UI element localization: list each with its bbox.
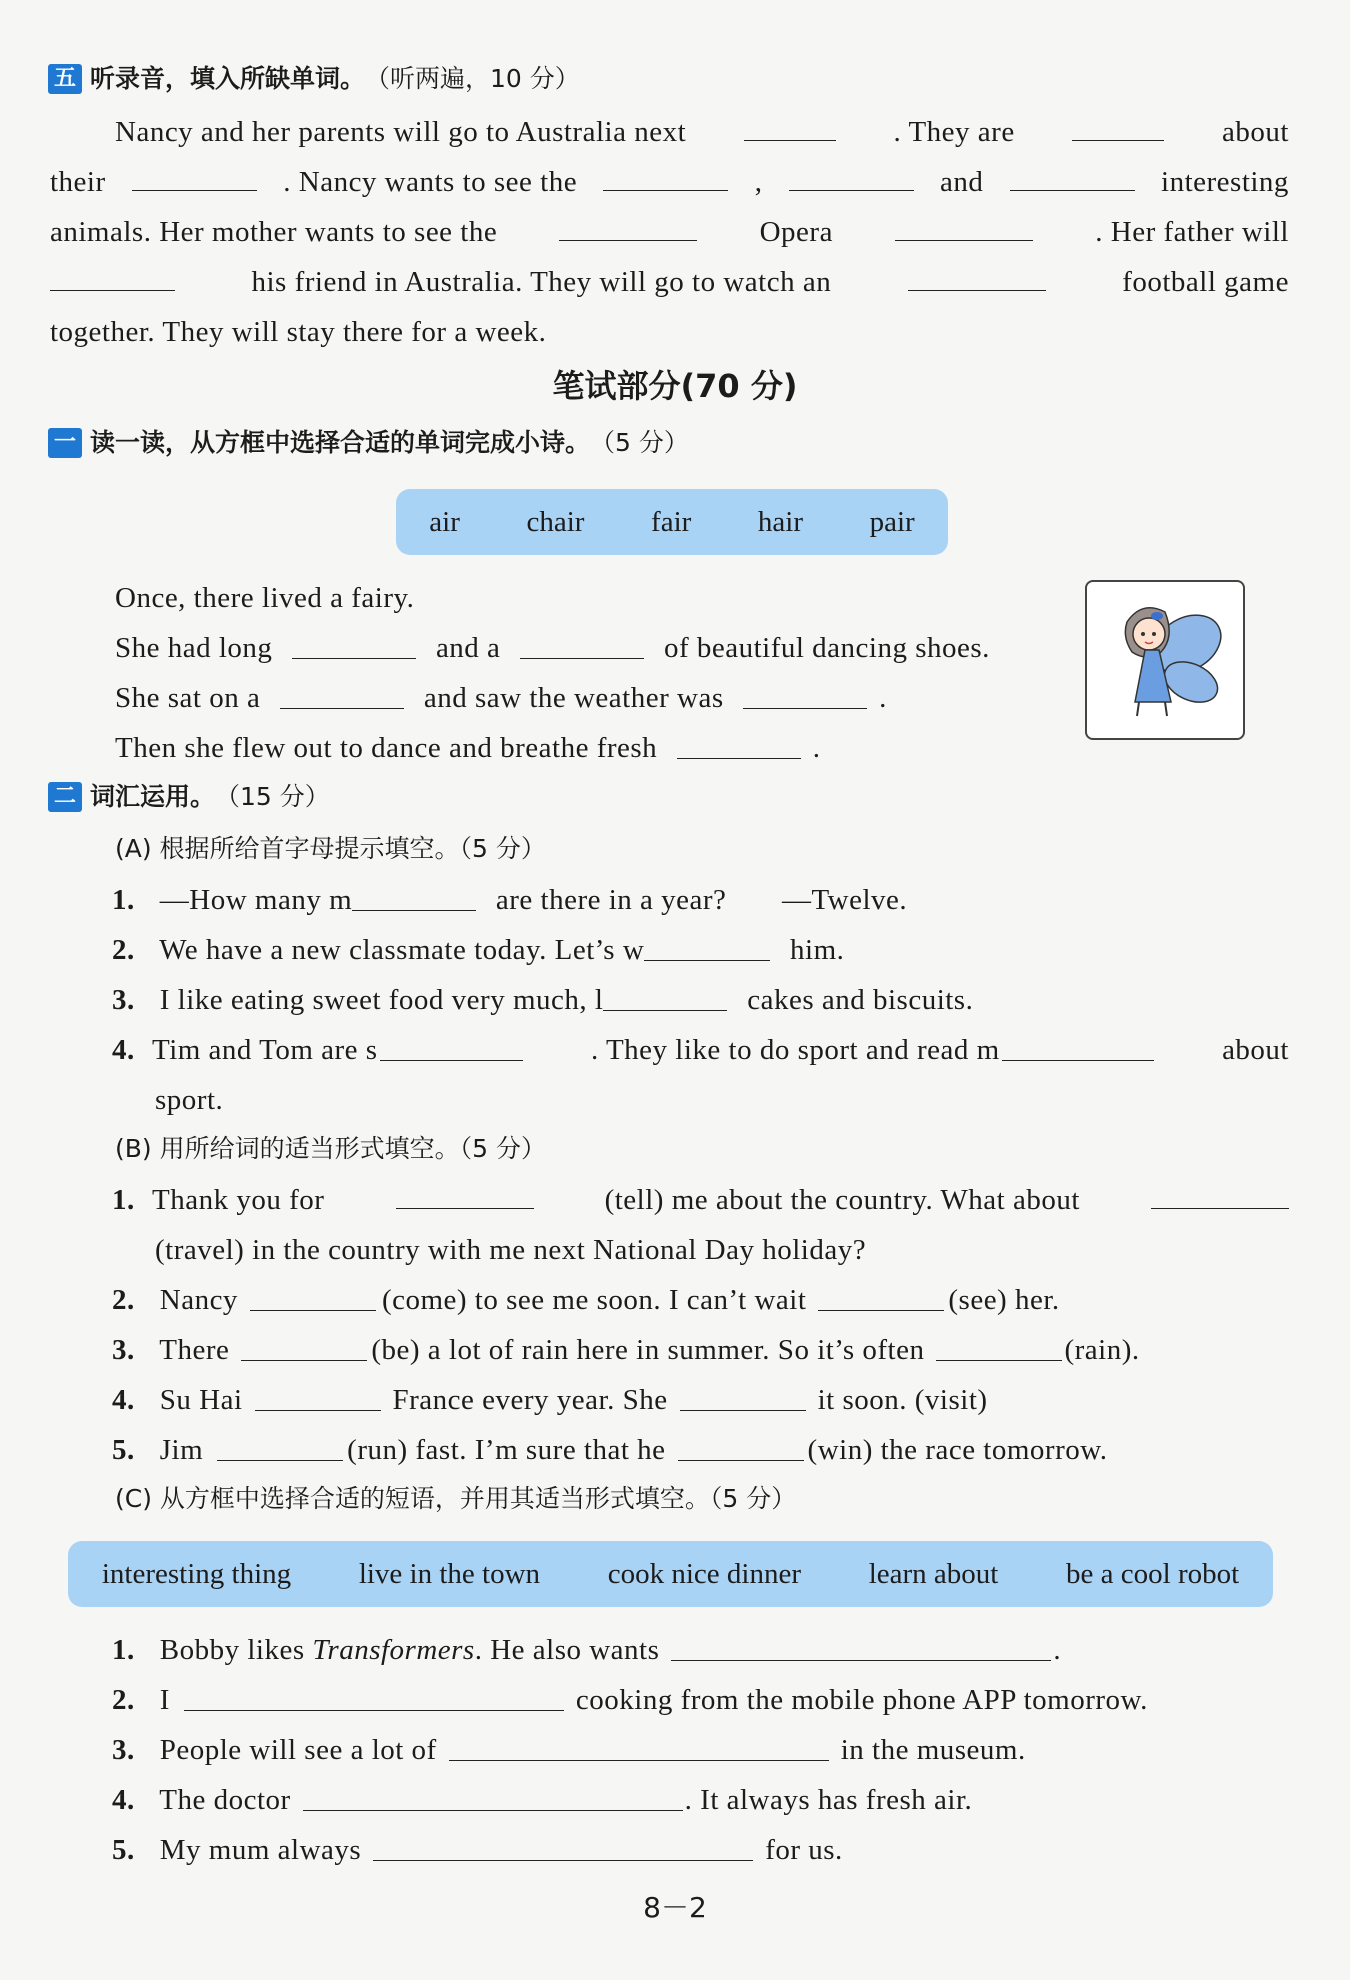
item-number: 5. [112,1834,135,1866]
answer-blank[interactable] [280,680,404,709]
s5-text: , [754,166,763,198]
answer-blank[interactable] [449,1732,829,1761]
poem-text: Then she flew out to dance and breathe fresh [115,732,658,764]
item-text: Thank you for [152,1184,325,1216]
s5-text: interesting [1161,166,1289,198]
s5-line4 [50,262,1289,302]
phrase-bank [68,1541,1273,1607]
answer-blank[interactable] [132,162,257,191]
p2b-item1 [112,1180,1289,1220]
item-number: 2. [112,934,135,966]
item-text: (win) the race tomorrow. [807,1434,1108,1466]
phrase-option: interesting thing [101,1557,292,1590]
page-number: 8－2 [643,1891,707,1924]
item-number: 4. [112,1784,135,1816]
item-text: (come) to see me soon. I can’t wait [381,1284,807,1316]
section5-note: （听两遍，10 分） [365,64,580,93]
answer-blank[interactable] [292,630,416,659]
answer-blank[interactable] [352,882,476,911]
answer-blank[interactable] [936,1332,1062,1361]
item-text: (be) a lot of rain here in summer. So it’s often [371,1334,925,1366]
poem-text: . [879,682,887,714]
phrase-option: live in the town [358,1557,541,1590]
answer-blank[interactable] [678,1432,804,1461]
item-text: —How many m [159,884,353,916]
s5-text: Nancy and her parents will go to Australia next [115,116,687,148]
p2a-item4-cont: sport. [155,1084,224,1116]
fairy-illustration-frame [1085,580,1245,740]
answer-blank[interactable] [644,932,770,961]
item-text: The doctor [159,1784,291,1816]
phrase-option: learn about [868,1557,999,1590]
phrase-option: be a cool robot [1066,1557,1240,1590]
item-number: 1. [112,884,135,916]
s5-line2 [50,162,1289,202]
part2-badge: 二 [48,782,82,812]
item-text: in the museum. [840,1734,1026,1766]
answer-blank[interactable] [789,162,914,191]
answer-blank[interactable] [818,1282,944,1311]
item-text: about [1222,1034,1289,1066]
p2c-item5 [112,1830,843,1870]
p2c-item1 [112,1630,1061,1670]
item-text: (tell) me about the country. What about [604,1184,1080,1216]
s5-text: their [50,166,106,198]
item-text: France every year. She [392,1384,668,1416]
s5-text: together. They will stay there for a week. [50,316,547,348]
word-option: pair [869,505,915,538]
item-text: We have a new classmate today. Let’s w [159,934,645,966]
written-part-title: 笔试部分(70 分) [552,367,798,405]
poem-line1 [115,578,414,618]
item-text: are there in a year? [495,884,727,916]
item-number: 2. [112,1284,135,1316]
answer-blank[interactable] [255,1382,381,1411]
answer-blank[interactable] [908,262,1046,291]
item-number: 1. [112,1184,135,1216]
poem-line4 [115,728,820,768]
item-text: it soon. (visit) [817,1384,988,1416]
s5-line3 [50,212,1289,252]
p2b-item4 [112,1380,988,1420]
p2b-item5 [112,1430,1108,1470]
item-number: 4. [112,1384,135,1416]
section5-badge: 五 [48,64,82,94]
poem-text: of beautiful dancing shoes. [663,632,990,664]
answer-blank[interactable] [1010,162,1135,191]
s5-line5 [50,312,546,352]
p2a-item1 [112,880,907,920]
word-bank [396,489,948,555]
item-text: . [1053,1634,1062,1666]
p2c-item2 [112,1680,1148,1720]
item-text: (rain). [1064,1334,1140,1366]
answer-blank[interactable] [677,730,801,759]
p2c-item3 [112,1730,1026,1770]
phrase-option: cook nice dinner [607,1557,801,1590]
part1-note: （5 分） [590,428,689,457]
answer-blank[interactable] [1002,1032,1154,1061]
p2a-item2 [112,930,844,970]
poem-text: She had long [115,632,273,664]
answer-blank[interactable] [396,1180,534,1209]
item-number: 4. [112,1034,135,1066]
item-text: cooking from the mobile phone APP tomorrow. [575,1684,1148,1716]
part1-heading [48,424,689,462]
item-text: Tim and Tom are s [152,1034,378,1066]
item-number: 1. [112,1634,135,1666]
item-number: 5. [112,1434,135,1466]
fairy-icon [1087,582,1243,738]
poem-line2 [115,628,990,668]
item-text: Nancy [159,1284,238,1316]
s5-text: animals. Her mother wants to see the [50,216,498,248]
item-text: (see) her. [948,1284,1060,1316]
item-number: 3. [112,984,135,1016]
word-option: chair [526,505,585,538]
item-text: —Twelve. [781,884,908,916]
p2b-item1-cont: (travel) in the country with me next National Day holiday? [155,1234,867,1266]
word-option: hair [757,505,803,538]
answer-blank[interactable] [744,112,836,141]
item-text: . It always has fresh air. [684,1784,973,1816]
item-text: I like eating sweet food very much, l [159,984,604,1016]
item-text: Su Hai [159,1384,243,1416]
item-title-italic: Transformers [312,1634,475,1666]
poem-text: and a [435,632,501,664]
answer-blank[interactable] [520,630,644,659]
answer-blank[interactable] [184,1682,564,1711]
answer-blank[interactable] [250,1282,376,1311]
p2b-item3 [112,1330,1140,1370]
s5-line1 [115,112,1289,152]
s5-text: . They are [893,116,1015,148]
word-option: fair [651,505,692,538]
s5-text: his friend in Australia. They will go to watch an [251,266,832,298]
item-number: 2. [112,1684,135,1716]
answer-blank[interactable] [50,262,175,291]
item-text: . They like to do sport and read m [590,1034,1000,1066]
poem-text: . [812,732,821,764]
item-text: . He also wants [474,1634,660,1666]
part2-heading [48,778,330,816]
answer-blank[interactable] [373,1832,753,1861]
item-text: (run) fast. I’m sure that he [347,1434,666,1466]
item-number: 3. [112,1334,135,1366]
item-text: Bobby likes [159,1634,305,1666]
s5-text: . Her father will [1095,216,1289,248]
s5-text: Opera [759,216,833,248]
section5-title: 听录音，填入所缺单词。 [90,64,366,93]
part2-title: 词汇运用。 [90,782,216,811]
answer-blank[interactable] [895,212,1033,241]
s5-text: football game [1122,266,1289,298]
part2c-label: (C) 从方框中选择合适的短语，并用其适当形式填空。（5 分） [115,1484,797,1513]
answer-blank[interactable] [1072,112,1164,141]
part1-badge: 一 [48,428,82,458]
item-text: People will see a lot of [159,1734,437,1766]
part2b-label: (B) 用所给词的适当形式填空。（5 分） [115,1134,546,1163]
poem-line3 [115,678,887,718]
part2-note: （15 分） [215,782,330,811]
answer-blank[interactable] [217,1432,343,1461]
p2b-item2 [112,1280,1060,1320]
answer-blank[interactable] [603,162,728,191]
poem-text: She sat on a [115,682,261,714]
answer-blank[interactable] [559,212,697,241]
answer-blank[interactable] [1151,1180,1289,1209]
p2a-item4 [112,1030,1289,1070]
item-text: There [159,1334,230,1366]
word-option: air [429,505,460,538]
p2a-item3 [112,980,973,1020]
answer-blank[interactable] [241,1332,367,1361]
p2c-item4 [112,1780,972,1820]
item-text: Jim [159,1434,204,1466]
answer-blank[interactable] [380,1032,523,1061]
item-text: for us. [765,1834,843,1866]
s5-text: . Nancy wants to see the [283,166,578,198]
item-text: him. [790,934,845,966]
item-number: 3. [112,1734,135,1766]
item-text: cakes and biscuits. [747,984,974,1016]
answer-blank[interactable] [671,1632,1051,1661]
poem-text: and saw the weather was [423,682,724,714]
part2a-label: (A) 根据所给首字母提示填空。（5 分） [115,834,546,863]
section5-heading [48,60,580,98]
s5-text: and [940,166,984,198]
answer-blank[interactable] [743,680,867,709]
s5-text: about [1222,116,1289,148]
answer-blank[interactable] [603,982,727,1011]
answer-blank[interactable] [303,1782,683,1811]
item-text: I [159,1684,170,1716]
poem-text: Once, there lived a fairy. [115,582,415,614]
part1-title: 读一读，从方框中选择合适的单词完成小诗。 [90,428,591,457]
answer-blank[interactable] [680,1382,806,1411]
item-text: My mum always [159,1834,362,1866]
